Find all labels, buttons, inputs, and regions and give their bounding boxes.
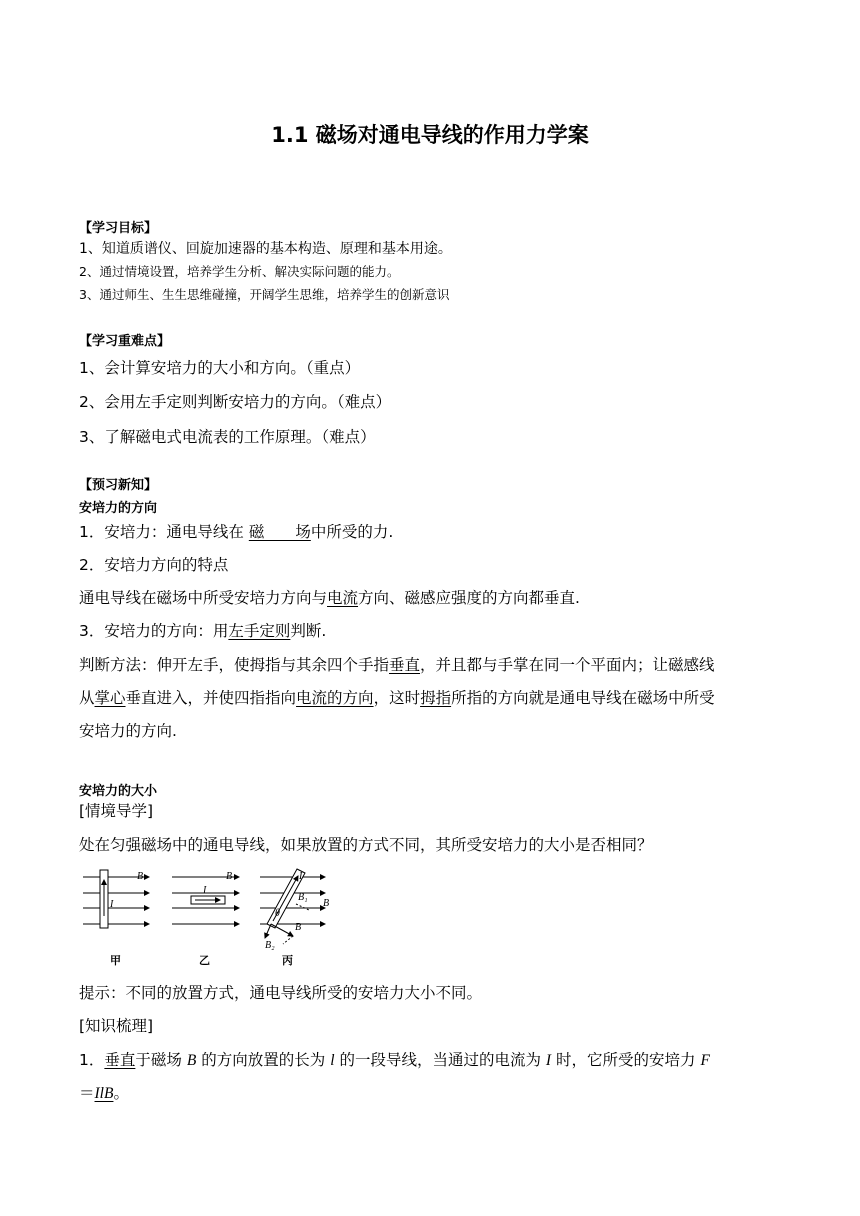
paragraph-perpendicular (79, 586, 580, 608)
underlined-answer: 磁 场 (248, 523, 311, 541)
figure-yi (172, 871, 239, 924)
label-I: I (299, 871, 303, 882)
text: 判断方法：伸开左手，使拇指与其余四个手指 (79, 656, 390, 674)
figure-bing (260, 869, 329, 951)
label-B-resultant: B (295, 922, 302, 933)
text: ，这时 (373, 689, 421, 707)
wire-in-field-figure (79, 866, 339, 970)
symbol-B: B (186, 1052, 197, 1069)
text: 从 (79, 689, 95, 707)
text: 通电导线在磁场中所受安培力方向与 (79, 589, 328, 607)
text: 垂直进入，并使四指指向 (125, 689, 297, 707)
keypoint-item-3: 3、了解磁电式电流表的工作原理。（难点） (79, 428, 376, 446)
figure-jia (83, 870, 149, 928)
text: 所指的方向就是通电导线在磁场中所受 (451, 689, 715, 707)
situation-guide-label: [情境导学] (79, 802, 154, 820)
underlined-answer: 垂直 (104, 1051, 136, 1069)
figure-label-yi: 乙 (199, 954, 210, 967)
label-B2: B₂ (265, 940, 275, 951)
label-theta: θ (275, 908, 280, 919)
text: 中所受的力. (310, 523, 394, 541)
knowledge-item-1-formula (79, 1081, 129, 1103)
paragraph-ampere-force (79, 520, 393, 542)
subheading-direction: 安培力的方向 (79, 501, 158, 516)
subheading-magnitude: 安培力的大小 (79, 784, 158, 799)
symbol-l: l (330, 1052, 335, 1069)
text: 的一段导线，当通过的电流为 (339, 1051, 541, 1069)
label-B: B (226, 871, 233, 882)
underlined-answer: 掌心 (94, 689, 126, 707)
text: 方向、磁感应强度的方向都垂直. (358, 589, 580, 607)
text: ，并且都与手掌在同一个平面内；让磁感线 (420, 656, 715, 674)
text: 1． (79, 1051, 105, 1069)
hint-text: 提示：不同的放置方式，通电导线所受的安培力大小不同。 (79, 984, 483, 1002)
text: 的方向放置的长为 (201, 1051, 326, 1069)
label-B: B (137, 871, 144, 882)
underlined-answer: 左手定则 (228, 622, 291, 640)
paragraph-method-line-2 (79, 686, 715, 708)
label-I: I (110, 899, 114, 910)
underlined-answer: 拇指 (420, 689, 452, 707)
text: 判断. (290, 622, 327, 640)
knowledge-item-1 (79, 1048, 710, 1070)
paragraph-method-line-3: 安培力的方向. (79, 722, 177, 740)
objective-item-3: 3、通过师生、生生思维碰撞，开阔学生思维，培养学生的创新意识 (79, 287, 450, 302)
text: 1．安培力：通电导线在 (79, 523, 244, 541)
keypoints-heading: 【学习重难点】 (79, 334, 171, 349)
symbol-I: I (545, 1052, 552, 1069)
question-text: 处在匀强磁场中的通电导线，如果放置的方式不同，其所受安培力的大小是否相同？ (79, 836, 653, 854)
figure-label-jia: 甲 (110, 954, 121, 967)
knowledge-label: [知识梳理] (79, 1017, 154, 1035)
paragraph-method-line-1 (79, 653, 715, 675)
label-B1: B₁ (298, 892, 308, 903)
text: 。 (113, 1084, 129, 1102)
underlined-answer: 电流的方向 (296, 689, 374, 707)
underlined-answer: 电流 (327, 589, 359, 607)
symbol-F: F (700, 1052, 710, 1069)
figure-label-bing: 丙 (282, 954, 293, 967)
paragraph-left-hand-rule (79, 619, 326, 641)
keypoint-item-1: 1、会计算安培力的大小和方向。（重点） (79, 359, 361, 377)
text: 3．安培力的方向：用 (79, 622, 229, 640)
objective-item-2: 2、通过情境设置，培养学生分析、解决实际问题的能力。 (79, 264, 400, 279)
paragraph-direction-feature: 2．安培力方向的特点 (79, 556, 229, 574)
label-B: B (323, 898, 330, 909)
label-I: I (203, 885, 207, 896)
keypoint-item-2: 2、会用左手定则判断安培力的方向。（难点） (79, 393, 392, 411)
text: ＝ (79, 1084, 95, 1102)
underlined-answer: 垂直 (389, 656, 421, 674)
underlined-answer: IlB (94, 1085, 114, 1102)
page-title: 1.1 磁场对通电导线的作用力学案 (271, 123, 589, 147)
text: 于磁场 (135, 1051, 182, 1069)
preview-heading: 【预习新知】 (79, 478, 158, 493)
objectives-heading: 【学习目标】 (79, 221, 158, 236)
text: 时，它所受的安培力 (556, 1051, 696, 1069)
objective-item-1: 1、知道质谱仪、回旋加速器的基本构造、原理和基本用途。 (79, 241, 452, 257)
